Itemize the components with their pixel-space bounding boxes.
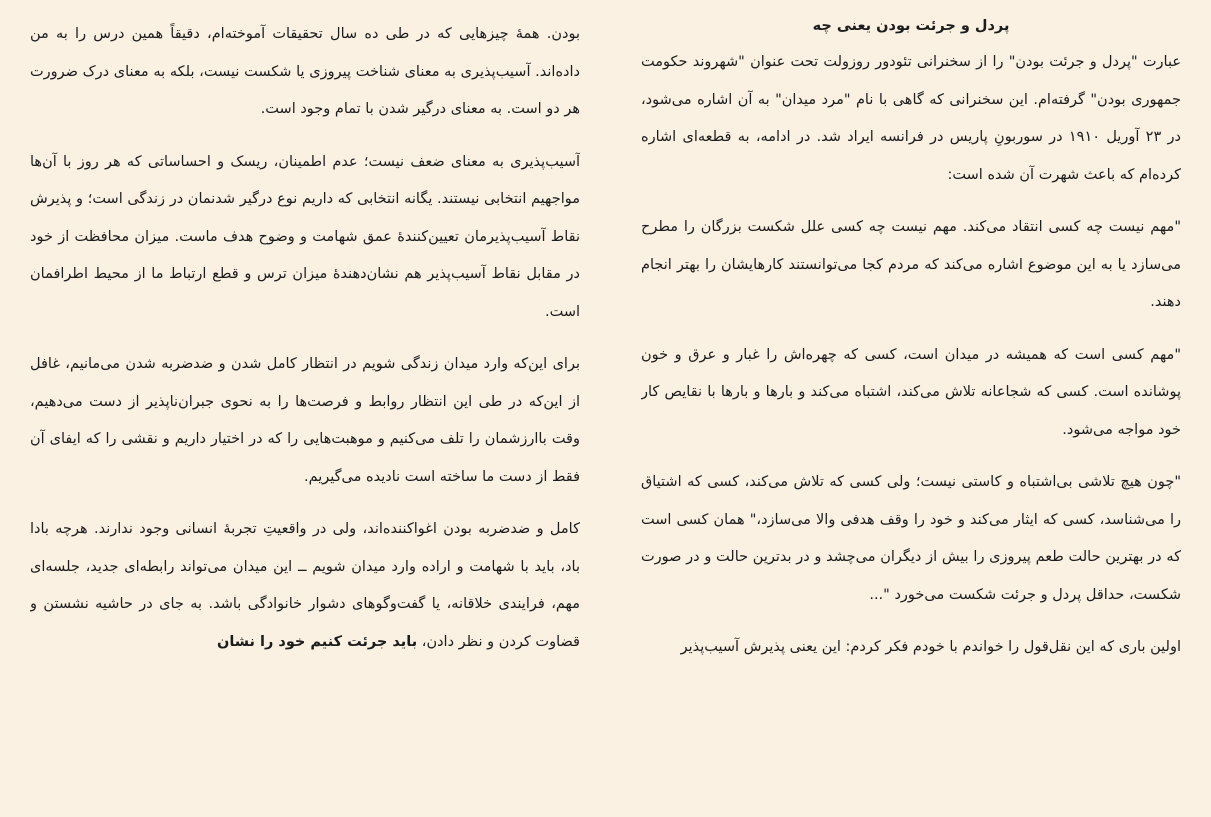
left-column <box>30 0 580 817</box>
section-title: پردل و جرئت بودن یعنی چه <box>812 18 1010 34</box>
paragraph-quote-critic: "مهم نیست چه کسی انتقاد می‌کند. مهم نیست چه کسی علل شکست بزرگان را مطرح می‌سازد یا به این موضوع اشاره می‌کند که مردم کجا می‌توانستند کارهایشان را بهتر انجام دهند. <box>641 219 1181 310</box>
paragraph-continuation: بودن. همهٔ چیزهایی که در طی ده سال تحقیقات آموخته‌ام، دقیقاً همین درس را به من داده‌اند. آسیب‌پذیری به معنای شناخت پیروزی یا شکست نیست، بلکه به معنای درک ضرورت هر دو است. به معنای درگیر شدن با تمام وجود است. <box>30 26 580 117</box>
paragraph-quote-arena: "مهم کسی است که همیشه در میدان است، کسی که چهره‌اش را غبار و عرق و خون پوشانده است. کسی که شجاعانه تلاش می‌کند، اشتباه می‌کند و بارها و بارها با نقایص کار خود مواجه می‌شود. <box>641 346 1181 438</box>
paragraph-enter-arena <box>30 511 580 661</box>
paragraph-waiting-perfect: برای این‌که وارد میدان زندگی شویم در انتظار کامل شدن و ضدضربه شدن می‌مانیم، غافل از این‌که در طی این انتظار روابط و فرصت‌ها را به نحوی جبران‌ناپذیر از دست می‌دهیم، وقت باارزشمان را تلف می‌کنیم و موهبت‌هایی را که در اختیار داریم و نقشی را که ایفای آن فقط از دست ما ساخته است نادیده می‌گیریم. <box>30 356 580 485</box>
paragraph-enter-arena-text: کامل و ضدضربه بودن اغواکننده‌اند، ولی در واقعیتِ تجربهٔ انسانی وجود ندارند. هرچه بادا باد، باید با شهامت و اراده وارد میدان شویم ــ این میدان می‌تواند رابطه‌ای جدید، جلسه‌ای مهم، فرایندی خلاقانه، یا گفت‌وگوهای دشوار خانوادگی باشد. به جای در حاشیه نشستن و قضاوت کردن و نظر دادن، <box>30 521 580 650</box>
paragraph-first-reading: اولین باری که این نقل‌قول را خواندم با خودم فکر کردم: این یعنی پذیرش آسیب‌پذیر <box>680 639 1181 655</box>
paragraph-intro: عبارت "پردل و جرئت بودن" را از سخنرانی تئودور روزولت تحت عنوان "شهروند حکومت جمهوری بودن" گرفته‌ام. این سخنرانی که گاهی با نام "مرد میدان" به آن اشاره می‌شود، در ۲۳ آوریل ۱۹۱۰ در سوربونِ پاریس در فرانسه ایراد شد. در ادامه، به قطعه‌ای اشاره کرده‌ام که باعث شهرت آن شده است: <box>641 54 1181 183</box>
paragraph-quote-effort: "چون هیچ تلاشی بی‌اشتباه و کاستی نیست؛ ولی کسی که تلاش می‌کند، کسی که اشتیاق را می‌شناسد، کسی که ایثار می‌کند و خود را وقف هدفی والا می‌سازد،" همان کسی است که در بهترین حالت طعم پیروزی را بیش از دیگران می‌چشد و در بدترین حالت و در صورت شکست، حداقل پردل و جرئت شکست می‌خورد "... <box>641 474 1181 603</box>
paragraph-vulnerability-not-weakness: آسیب‌پذیری به معنای ضعف نیست؛ عدم اطمینان، ریسک و احساساتی که هر روز با آن‌ها مواجهیم انتخابی نیستند. یگانه انتخابی که داریم نوع درگیر شدنمان در زندگی است؛ و پذیرش نقاط آسیب‌پذیرمان تعیین‌کنندهٔ عمق شهامت و وضوح هدف ماست. میزان محافظت از خود در مقابل نقاط آسیب‌پذیر هم نشان‌دهندهٔ میزان ترس و قطع ارتباط ما از محیط اطرافمان است. <box>30 153 580 320</box>
bold-call-to-action: باید جرئت کنیم خود را نشان <box>216 633 418 650</box>
right-column <box>641 0 1181 817</box>
